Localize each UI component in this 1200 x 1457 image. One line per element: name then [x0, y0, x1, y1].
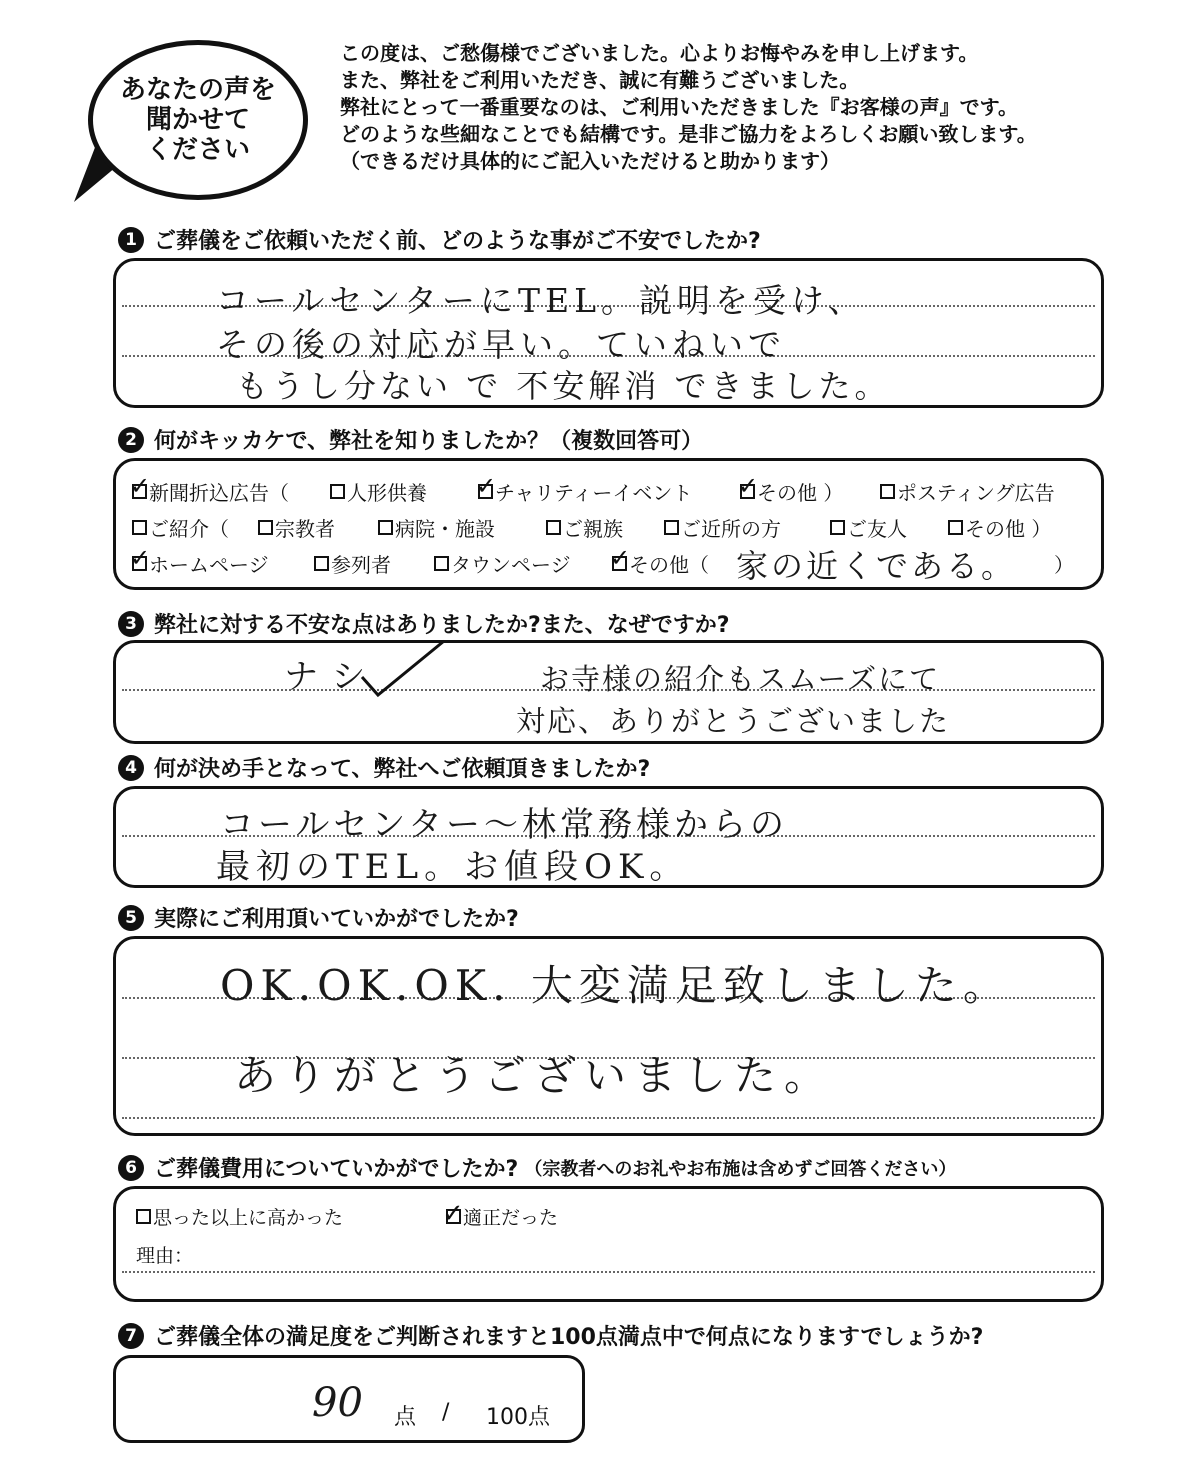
question-4-answer-box[interactable]: [113, 786, 1104, 888]
check-mark-icon: ✓: [738, 472, 759, 500]
option-other-1[interactable]: [738, 472, 844, 506]
option-higher-than-expected[interactable]: [136, 1203, 343, 1230]
option-neighbors[interactable]: [664, 513, 781, 542]
option-other-3[interactable]: [610, 544, 709, 578]
question-1-answer-box[interactable]: [113, 258, 1104, 408]
handwritten-answer-line: コールセンターにTEL。説明を受け、: [216, 281, 866, 320]
handwritten-score: 90: [312, 1380, 363, 1426]
question-5-answer-box[interactable]: [113, 936, 1104, 1136]
handwritten-answer-line: 最初のTEL。お値段OK。: [216, 847, 690, 887]
speech-bubble: [88, 40, 308, 200]
question-label: 何がキッカケで、弊社を知りましたか？（複数回答可）: [154, 429, 704, 454]
question-3-heading: [118, 608, 730, 639]
intro-text: [340, 40, 1180, 175]
option-label: タウンページ: [451, 553, 571, 577]
check-mark-icon: ✓: [476, 472, 497, 500]
checkbox[interactable]: [314, 556, 329, 571]
checkbox[interactable]: [880, 484, 895, 499]
question-note: （宗教者へのお礼やお布施は含めずご回答ください）: [524, 1158, 957, 1180]
score-box[interactable]: [113, 1355, 585, 1443]
check-mark-icon: ✓: [130, 544, 151, 572]
question-label: 何が決め手となって、弊社へご依頼頂きましたか?: [154, 757, 651, 782]
option-label: 病院・施設: [395, 517, 495, 541]
score-separator: /: [442, 1400, 450, 1425]
check-mark-icon: [358, 637, 448, 701]
check-mark-icon: ✓: [130, 472, 151, 500]
checkbox[interactable]: [434, 556, 449, 571]
option-hospital[interactable]: [378, 513, 495, 542]
question-number: 6: [118, 1155, 144, 1181]
question-6-answer-box: [113, 1186, 1104, 1302]
option-label: 適正だった: [463, 1207, 559, 1229]
question-2-options-box: [113, 458, 1104, 590]
checkbox[interactable]: [258, 520, 273, 535]
checkbox[interactable]: [378, 520, 393, 535]
option-label: ご親族: [563, 517, 623, 541]
checkbox[interactable]: [132, 520, 147, 535]
option-appropriate[interactable]: [442, 1199, 559, 1230]
question-label: ご葬儀全体の満足度をご判断されますと100点満点中で何点になりますでしょうか?: [154, 1325, 984, 1350]
score-max: 100点: [486, 1405, 550, 1430]
option-label: その他 ）: [757, 481, 844, 505]
option-other-2[interactable]: [948, 513, 1051, 542]
question-6-heading: [118, 1152, 956, 1183]
checkbox[interactable]: [136, 1209, 151, 1224]
option-label: 新聞折込広告（: [149, 481, 289, 505]
option-label: ホームページ: [149, 553, 269, 577]
intro-line: この度は、ご愁傷様でございました。心よりお悔やみを申し上げます。: [340, 41, 979, 65]
option-doll-memorial[interactable]: [330, 477, 427, 506]
handwritten-answer-line: コールセンター〜林常務様からの: [220, 805, 788, 845]
question-1-heading: [118, 224, 761, 255]
handwritten-answer-line: その後の対応が早い。ていねいで: [216, 325, 786, 364]
checkbox[interactable]: [610, 544, 631, 572]
option-label: その他（: [629, 553, 709, 577]
reason-label: 理由：: [136, 1245, 194, 1267]
option-religious[interactable]: [258, 513, 335, 542]
option-close-paren: ）: [1054, 553, 1074, 577]
question-number: 1: [118, 227, 144, 253]
handwritten-answer-line: お寺様の紹介もスムーズにて: [540, 662, 941, 696]
question-label: ご葬儀費用についていかがでしたか?: [154, 1157, 519, 1182]
option-label: ポスティング広告: [897, 481, 1055, 505]
check-mark-icon: ✓: [442, 1199, 464, 1229]
question-number: 2: [118, 427, 144, 453]
option-label: 思った以上に高かった: [153, 1207, 344, 1229]
intro-line: どのような些細なことでも結構です。是非ご協力をよろしくお願い致します。: [340, 122, 1037, 146]
handwritten-other-answer: 家の近くである。: [736, 547, 1017, 585]
question-2-heading: [118, 424, 703, 455]
score-unit: 点: [394, 1405, 417, 1430]
option-friends[interactable]: [830, 513, 907, 542]
option-label: ご近所の方: [681, 517, 781, 541]
check-mark-icon: ✓: [610, 544, 631, 572]
question-number: 5: [118, 905, 144, 931]
option-newspaper-insert[interactable]: [130, 472, 289, 506]
handwritten-answer-line: もうし分ない で 不安解消 できました。: [236, 367, 891, 405]
checkbox[interactable]: [130, 544, 151, 572]
question-number: 4: [118, 755, 144, 781]
option-relatives[interactable]: [546, 513, 623, 542]
intro-line: また、弊社をご利用いただき、誠に有難うございました。: [340, 68, 860, 92]
option-label: 参列者: [331, 553, 391, 577]
option-charity-event[interactable]: [476, 472, 693, 506]
option-posting-ad[interactable]: [880, 477, 1055, 506]
intro-line: （できるだけ具体的にご記入いただけると助かります）: [340, 149, 840, 173]
option-referral[interactable]: [132, 513, 229, 542]
question-label: 実際にご利用頂いていかがでしたか?: [154, 907, 519, 932]
checkbox[interactable]: [738, 472, 759, 500]
handwritten-answer-short: ナシ: [284, 657, 380, 697]
intro-line: 弊社にとって一番重要なのは、ご利用いただきました『お客様の声』です。: [340, 95, 1018, 119]
question-3-answer-box[interactable]: [113, 640, 1104, 744]
question-label: ご葬儀をご依頼いただく前、どのような事がご不安でしたか?: [154, 229, 761, 254]
question-4-heading: [118, 752, 650, 783]
checkbox[interactable]: [130, 472, 151, 500]
option-label: 宗教者: [275, 517, 335, 541]
handwritten-answer-line: ありがとうございました。: [234, 1051, 835, 1100]
checkbox[interactable]: [830, 520, 845, 535]
question-5-heading: [118, 902, 519, 933]
checkbox[interactable]: [948, 520, 963, 535]
handwritten-answer-line: OK.OK.OK. 大変満足致しました。: [220, 961, 1011, 1010]
option-town-page[interactable]: [434, 549, 571, 578]
option-label: ご友人: [847, 517, 907, 541]
option-label: 人形供養: [347, 481, 427, 505]
option-label: チャリティーイベント: [495, 481, 693, 505]
handwritten-answer-line: 対応、ありがとうございました: [516, 704, 951, 738]
option-attendee[interactable]: [314, 549, 391, 578]
checkbox[interactable]: [442, 1199, 464, 1229]
checkbox[interactable]: [664, 520, 679, 535]
checkbox[interactable]: [330, 484, 345, 499]
checkbox[interactable]: [476, 472, 497, 500]
option-label: ご紹介（: [149, 517, 229, 541]
question-7-heading: [118, 1320, 983, 1351]
question-label: 弊社に対する不安な点はありましたか?また、なぜですか?: [154, 613, 730, 638]
question-number: 7: [118, 1323, 144, 1349]
question-number: 3: [118, 611, 144, 637]
speech-bubble-text: あなたの声を 聞かせて ください: [119, 75, 276, 165]
checkbox[interactable]: [546, 520, 561, 535]
option-label: その他 ）: [965, 517, 1052, 541]
option-homepage[interactable]: [130, 544, 269, 578]
